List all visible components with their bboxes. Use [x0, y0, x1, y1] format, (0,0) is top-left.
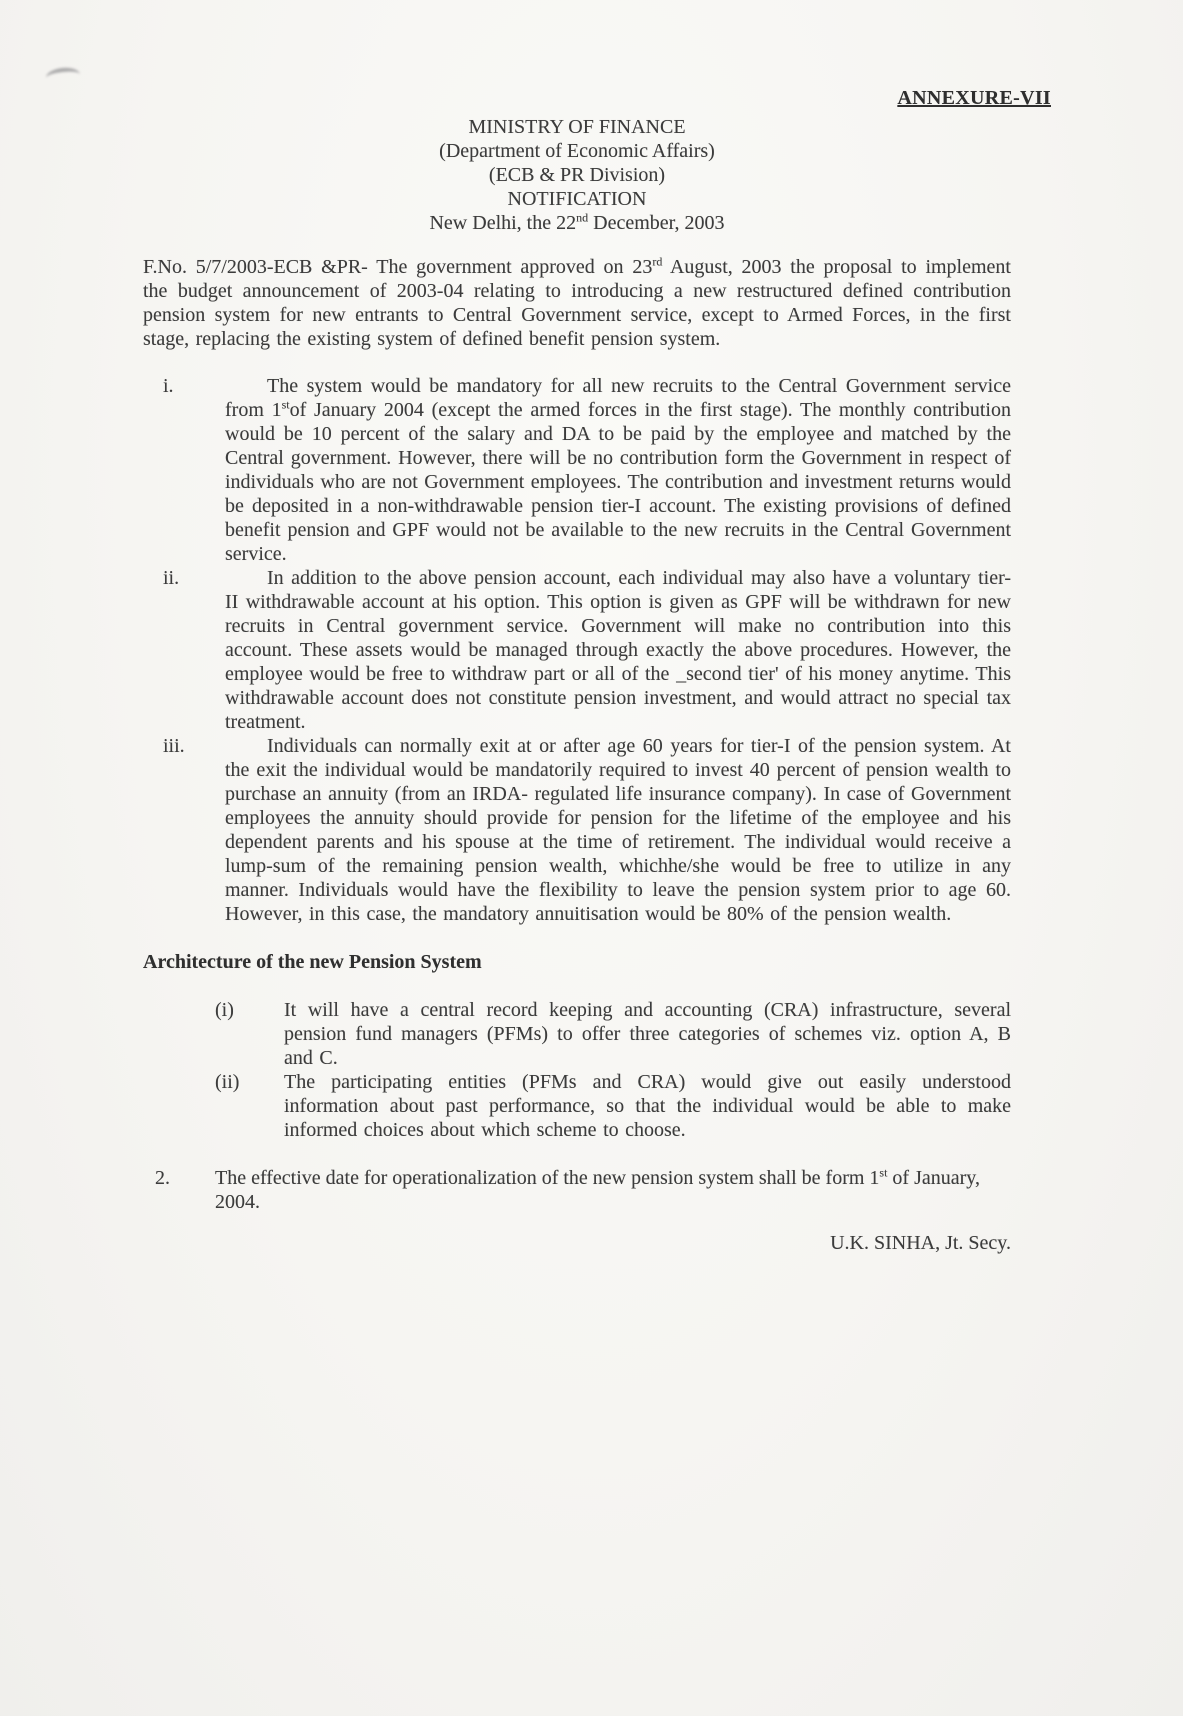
text-segment: The effective date for operationalization of the new pension system shall be form 1: [215, 1167, 880, 1189]
text-segment: Individuals can normally exit at or after age 60 years for tier-I of the pension system. At the exit the individual would be mandatorily required to invest 40 percent of pension wealth to purchase an annuity (from an IRDA- regulated life insurance company). In case of Government employees the annuity should provide for pension for the lifetime of the employee and his dependent parents and his spouse at the time of retirement. The individual would receive a lump-sum of the remaining pension wealth, whichhe/she would be free to utilize in any manner. Individuals would have the flexibility to leave the pension system prior to age 60. However, in this case, the mandatory annuitisation would be 80% of the pension wealth.: [225, 735, 1011, 925]
list-item-text: [225, 566, 1011, 734]
list-item-ii: [143, 566, 1011, 734]
list-item-paren-ii: [143, 1070, 1011, 1142]
department-line: (Department of Economic Affairs): [439, 140, 715, 162]
list-item-text: [225, 734, 1011, 926]
ordinal-superscript: rd: [652, 254, 663, 269]
doc-type-line: NOTIFICATION: [507, 188, 647, 210]
dateline-text: New Delhi, the 22: [429, 212, 577, 234]
list-item-number: (i): [215, 999, 234, 1021]
list-item-paren-i: [143, 998, 1011, 1070]
text-segment: August, 2003 the proposal to implement the budget announcement of 2003-04 relating to introducing a new restructured defined contribution pension system for new entrants to Central Government service, except to Armed Forces, in the first stage, replacing the existing system of defined benefit pension system.: [143, 256, 1011, 350]
dateline: [143, 211, 1011, 235]
ordinal-superscript: st: [879, 1165, 888, 1180]
signature-line: U.K. SINHA, Jt. Secy.: [830, 1232, 1011, 1254]
list-item-text: The participating entities (PFMs and CRA) would give out easily understood information about past performance, so that the individual would be able to make informed choices about which scheme to choose.: [284, 1071, 1011, 1141]
text-segment: F.No. 5/7/2003-ECB &PR- The government approved on 23: [143, 256, 653, 278]
ordinal-superscript: st: [281, 397, 290, 412]
closing-paragraph: [143, 1166, 1011, 1214]
text-segment: of January 2004 (except the armed forces in the first stage). The monthly contribution would be 10 percent of the salary and DA to be paid by the employee and matched by the Central government. However, there will be no contribution form the Government in respect of individuals who are not Government employees. The contribution and investment returns would be deposited in a non-withdrawable pension tier-I account. The existing provisions of defined benefit pension and GPF would not be available to the new recruits in the Central Government service.: [225, 399, 1011, 565]
document-content: [143, 0, 1051, 1255]
scan-smudge-mark: [45, 66, 80, 85]
closing-text: [215, 1166, 1011, 1214]
paragraph-number: 2.: [155, 1167, 170, 1189]
intro-paragraph: [143, 255, 1011, 351]
list-item-i: [143, 374, 1011, 566]
text-segment: The system would be mandatory for all new recruits to the Central Government service from 1: [225, 375, 1011, 421]
dateline-ordinal: nd: [576, 210, 589, 225]
paren-numbered-list: [143, 998, 1011, 1142]
ministry-title: MINISTRY OF FINANCE: [468, 116, 686, 138]
text-segment: In addition to the above pension account, each individual may also have a voluntary tier-II withdrawable account at his option. This option is given as GPF will be withdrawn for new recruits in Central government service. Government will make no contribution into this account. These assets would be managed through exactly the above procedures. However, the employee would be free to withdraw part or all of the _second tier' of his money anytime. This withdrawable account does not constitute pension investment, and would attract no special tax treatment.: [225, 567, 1011, 733]
list-item-number: (ii): [215, 1071, 240, 1093]
annexure-label: ANNEXURE-VII: [897, 87, 1051, 109]
list-item-iii: [143, 734, 1011, 926]
letterhead: [143, 115, 1011, 235]
list-item-number: i.: [163, 375, 174, 397]
list-item-text: It will have a central record keeping and accounting (CRA) infrastructure, several pension fund managers (PFMs) to offer three categories of schemes viz. option A, B and C.: [284, 999, 1011, 1069]
section-heading: Architecture of the new Pension System: [143, 951, 482, 973]
list-item-number: iii.: [163, 735, 185, 757]
list-item-text: [225, 374, 1011, 566]
list-item-number: ii.: [163, 567, 180, 589]
division-line: (ECB & PR Division): [488, 164, 666, 186]
roman-numbered-list: [143, 374, 1011, 926]
text-segment: of January, 2004.: [215, 1167, 980, 1213]
dateline-text: December, 2003: [588, 212, 725, 234]
